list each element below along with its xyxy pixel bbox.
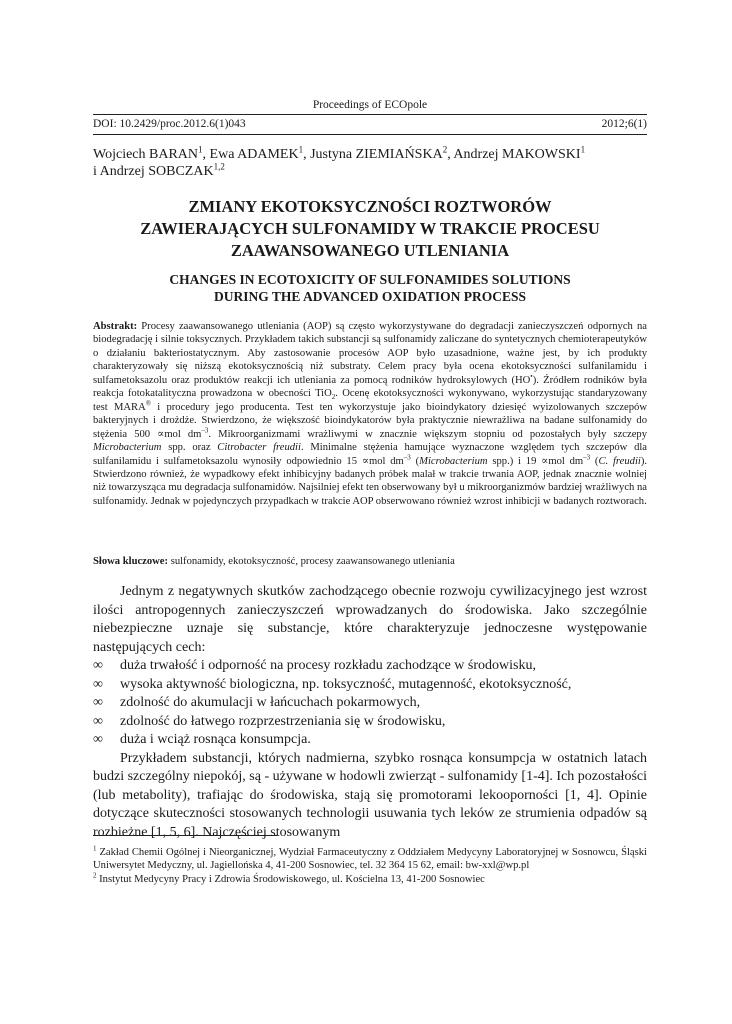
author-affiliation: 1,2 xyxy=(213,161,225,172)
abstract-sup: • xyxy=(530,372,533,381)
author-separator: , xyxy=(202,147,210,162)
keywords-label: Słowa kluczowe: xyxy=(93,556,169,567)
list-item-text: duża trwałość i odporność na procesy rozkładu zachodzące w środowisku, xyxy=(120,658,536,673)
abstract-italic: Microbacterium xyxy=(93,442,162,454)
footnotes xyxy=(93,846,647,886)
list-item-text: zdolność do akumulacji w łańcuchach pokarmowych, xyxy=(120,695,421,710)
abstract-text: . Ocenę ekotoksyczności wykonywano, wykorzystując standaryzowany test MARA xyxy=(93,388,647,413)
paper-title-english xyxy=(93,271,647,305)
keywords-text: sulfonamidy, ekotoksyczność, procesy zaawansowanego utleniania xyxy=(168,556,455,567)
infinity-bullet-icon: ∞ xyxy=(93,713,103,729)
infinity-bullet-icon: ∞ xyxy=(93,658,103,673)
abstract-sup: –3 xyxy=(583,453,591,461)
author-affiliation: 1 xyxy=(580,144,586,155)
author-affiliation: 2 xyxy=(442,144,448,155)
abstract-italic: C. freudii xyxy=(598,455,641,467)
intro-paragraph: Jednym z negatywnych skutków zachodzącego obecnie rozwoju cywilizacyjnego jest wzrost ilości antropogennych zanieczyszczeń wprowadzanych do środowiska. Jako szczególnie niebezpieczne uznaje się substancje, które charakteryzuje jednoczesne występowanie następujących cech: xyxy=(93,584,647,655)
author-name: Justyna ZIEMIAŃSKA xyxy=(310,147,443,162)
body-text xyxy=(93,583,647,842)
list-item xyxy=(93,694,647,713)
footnote xyxy=(93,846,647,873)
abstract-text: Procesy zaawansowanego utleniania (AOP) są często wykorzystywane do degradacji zanieczyszczeń odpornych na biodegradację i silnie toksycznych. Przykładem takich substancji są sulfonamidy zaliczane do syntetycznych chemioterapeutyków o działaniu bakteriostatycznym. Aby zastosowanie procesów AOP było uzasadnione, ważne jest, by ich produkty charakteryzowały się niższą ekotoksycznością niż substraty. Celem pracy była ocena ekotoksyczności sulfanilamidu i sulfametoksazolu oraz produktów reakcji ich utleniania za pomocą rodników hydroksylowych (HO xyxy=(93,321,647,386)
title-line: CHANGES IN ECOTOXICITY OF SULFONAMIDES SOLUTIONS xyxy=(169,272,571,287)
abstract-italic: Citrobacter freudii xyxy=(217,442,301,454)
abstract xyxy=(93,320,647,508)
abstract-sub: 2 xyxy=(331,393,336,402)
abstract-text: ). Stwierdzono również, że wypadkowy efekt inhibicyjny badanych próbek malał w trakcie trwania AOP, jednak znacznie wolniej niż towarzysząca mu degradacja sulfonamidów. Najsilniej efekt ten obserwowany był u mikroorganizmów bardziej wrażliwych na sulfonamidy. Jednak w pojedynczych przypadkach w trakcie AOP obserwowano również wzrost inhibicji w badanych roztworach. xyxy=(93,455,648,507)
doi-text: DOI: 10.2429/proc.2012.6(1)043 xyxy=(93,118,246,130)
abstract-text: ). Źródłem rodników była reakcja fotokatalityczna prowadzona w obecności TiO xyxy=(93,374,647,400)
title-line: DURING THE ADVANCED OXIDATION PROCESS xyxy=(213,289,527,304)
list-item xyxy=(93,731,647,750)
title-line: ZAAWANSOWANEGO UTLENIANIA xyxy=(230,241,510,260)
abstract-text: . Mikroorganizmami wrażliwymi w znacznie większym stopniu od pozostałych były szczepy xyxy=(208,428,647,440)
list-item xyxy=(93,657,647,676)
abstract-sup: ® xyxy=(145,399,152,408)
feature-list xyxy=(93,657,647,750)
header-bottom-rule xyxy=(93,134,647,135)
abstract-text: i procedury jego producenta. Test ten wykorzystuje jako bioindykatory dziesięć wyizolowanych szczepów bakteryjnych i drożdże. Stwierdzono, że większość bioindykatorów była praktycznie niewrażliwa na badane sulfonamidy do stężenia 500 ∝mol dm xyxy=(93,401,647,440)
list-item-text: wysoka aktywność biologiczna, np. toksyczność, mutagenność, ekotoksyczność, xyxy=(120,676,572,692)
infinity-bullet-icon: ∞ xyxy=(93,732,103,747)
author-list xyxy=(93,146,647,180)
abstract-sup: –3 xyxy=(403,453,411,461)
list-item xyxy=(93,713,647,732)
footnote-text: Zakład Chemii Ogólnej i Nieorganicznej, Wydział Farmaceutyczny z Oddziałem Medycyny Laboratoryjnej w Sosnowcu, Śląski Uniwersytet Medyczny, ul. Jagiellońska 4, 41-200 Sosnowiec, tel. 32 364 15 62, email: bw-xxl@wp.pl xyxy=(93,847,647,872)
author-name: Wojciech BARAN xyxy=(93,147,199,162)
author-affiliation: 1 xyxy=(298,144,304,155)
abstract-text: spp.) i 19 ∝mol dm xyxy=(487,455,584,467)
author-name: i Andrzej SOBCZAK xyxy=(93,164,214,179)
title-line: ZAWIERAJĄCYCH SULFONAMIDY W TRAKCIE PROCESU xyxy=(140,219,600,238)
abstract-italic: Microbacterium xyxy=(419,455,488,467)
list-item-text: zdolność do łatwego rozprzestrzeniania się w środowisku, xyxy=(120,713,446,729)
footnote-text: Instytut Medycyny Pracy i Zdrowia Środowiskowego, ul. Kościelna 13, 41-200 Sosnowiec xyxy=(96,873,485,885)
volume-text: 2012;6(1) xyxy=(601,118,647,130)
keywords xyxy=(93,555,647,568)
abstract-text: spp. oraz xyxy=(161,442,218,454)
header-top-rule xyxy=(93,114,647,115)
footnote xyxy=(93,873,647,886)
footnote-mark: 2 xyxy=(93,871,97,880)
paper-title-polish xyxy=(93,196,647,262)
running-head: Proceedings of ECOpole xyxy=(312,99,428,111)
author-affiliation: 1 xyxy=(198,144,203,155)
abstract-label: Abstrakt: xyxy=(93,321,138,332)
abstract-text: ( xyxy=(590,455,599,467)
footnote-mark: 1 xyxy=(93,844,97,853)
author-name: Ewa ADAMEK xyxy=(209,147,299,162)
list-item-text: duża i wciąż rosnąca konsumpcja. xyxy=(120,732,311,747)
infinity-bullet-icon: ∞ xyxy=(93,695,103,710)
abstract-text: ( xyxy=(410,455,420,467)
body-paragraph: Przykładem substancji, których nadmierna, szybko rosnąca konsumpcja w ostatnich latach budzi szczególny niepokój, są - używane w hodowli zwierząt - sulfonamidy [1-4]. Ich pozostałości (lub metabolity), trafiając do środowiska, stają się promotorami lekooporności [1, 4]. Opinie dotyczące skuteczności stosowanych technologii usuwania tych leków ze strumienia odpadów są rozbieżne [1, 5, 6]. Najczęściej stosowanym xyxy=(93,750,647,840)
author-separator: , xyxy=(303,147,311,162)
list-item xyxy=(93,676,647,695)
abstract-sup: –3 xyxy=(201,426,209,435)
author-name: Andrzej MAKOWSKI xyxy=(453,147,581,162)
infinity-bullet-icon: ∞ xyxy=(93,676,103,692)
title-line: ZMIANY EKOTOKSYCZNOŚCI ROZTWORÓW xyxy=(188,197,552,216)
abstract-text: . Minimalne stężenia hamujące wyznaczone względem tych szczepów dla sulfanilamidu i sulfametoksazolu wynosiły odpowiednio 15 ∝mol dm xyxy=(93,442,648,467)
footnote-rule xyxy=(93,835,277,836)
author-separator: , xyxy=(447,147,454,162)
